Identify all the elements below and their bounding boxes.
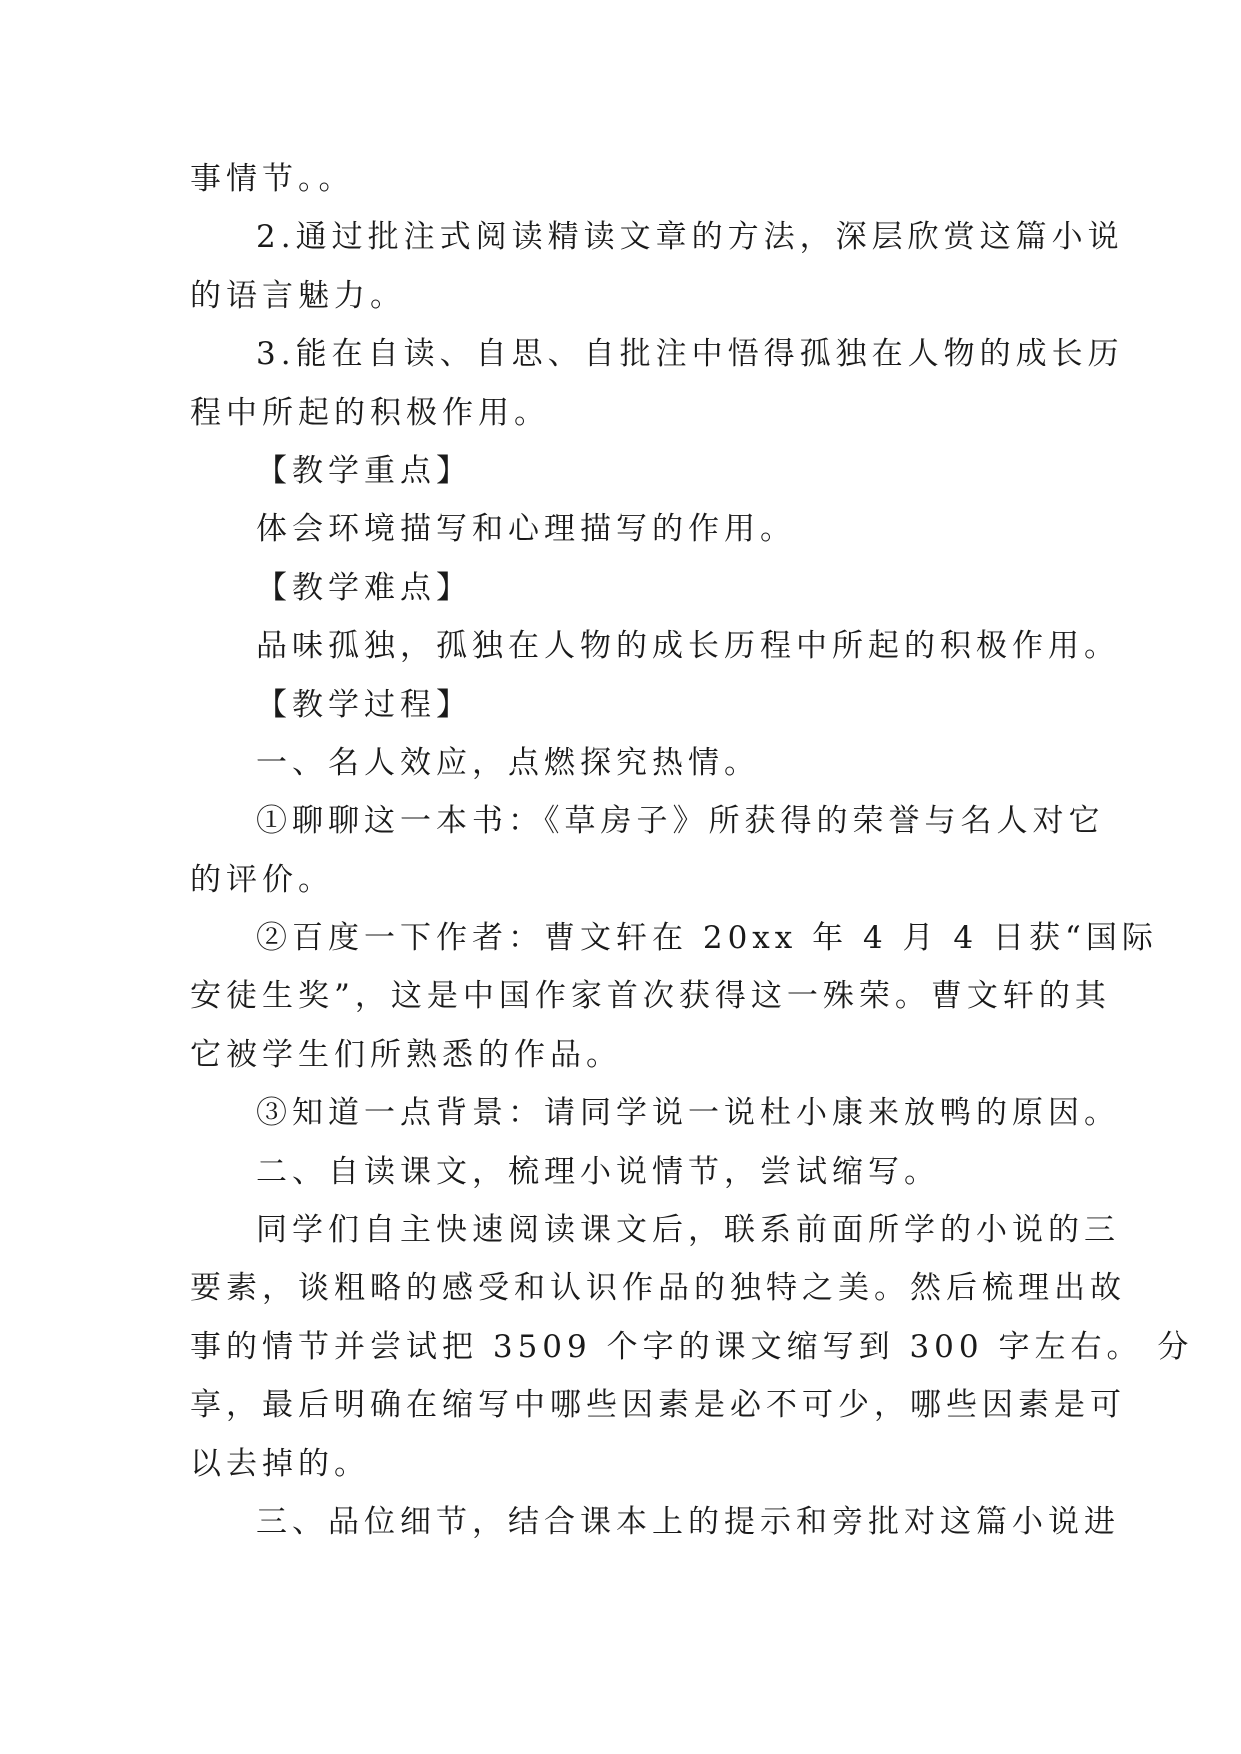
text-line: 它被学生们所熟悉的作品。: [190, 1036, 622, 1073]
text-line: 的语言魅力。: [190, 277, 406, 314]
text-line: ②百度一下作者：曹文轩在 20xx 年 4 月 4 日获“国际: [256, 920, 1158, 957]
section-heading: 【教学难点】: [256, 569, 472, 606]
text-line: 要素，谈粗略的感受和认识作品的独特之美。然后梳理出故: [190, 1270, 1126, 1307]
text-line: 事的情节并尝试把 3509 个字的课文缩写到 300 字左右。 分: [190, 1328, 1194, 1365]
text-line: 以去掉的。: [190, 1445, 370, 1482]
text-line: 同学们自主快速阅读课文后，联系前面所学的小说的三: [256, 1212, 1120, 1249]
text-line: 品味孤独，孤独在人物的成长历程中所起的积极作用。: [256, 628, 1120, 665]
text-line: 的评价。: [190, 861, 334, 898]
text-line: 享，最后明确在缩写中哪些因素是必不可少，哪些因素是可: [190, 1387, 1126, 1424]
text-line: ③知道一点背景：请同学说一说杜小康来放鸭的原因。: [256, 1095, 1120, 1132]
text-line: 事情节。。: [190, 161, 355, 197]
text-line: 二、自读课文，梳理小说情节，尝试缩写。: [256, 1153, 940, 1190]
text-line: 安徒生奖”，这是中国作家首次获得这一殊荣。曹文轩的其: [190, 978, 1111, 1015]
text-line: 程中所起的积极作用。: [190, 394, 550, 431]
text-line: 一、名人效应，点燃探究热情。: [256, 744, 760, 781]
text-line: 3.能在自读、自思、自批注中悟得孤独在人物的成长历: [256, 336, 1124, 373]
text-line: 三、品位细节，结合课本上的提示和旁批对这篇小说进: [256, 1503, 1120, 1540]
text-line: 体会环境描写和心理描写的作用。: [256, 511, 796, 548]
section-heading: 【教学重点】: [256, 452, 472, 489]
text-line: 2.通过批注式阅读精读文章的方法，深层欣赏这篇小说: [256, 219, 1124, 256]
section-heading: 【教学过程】: [256, 686, 472, 723]
text-line: ①聊聊这一本书：《草房子》所获得的荣誉与名人对它: [256, 803, 1105, 840]
document-body: [190, 150, 1194, 1551]
